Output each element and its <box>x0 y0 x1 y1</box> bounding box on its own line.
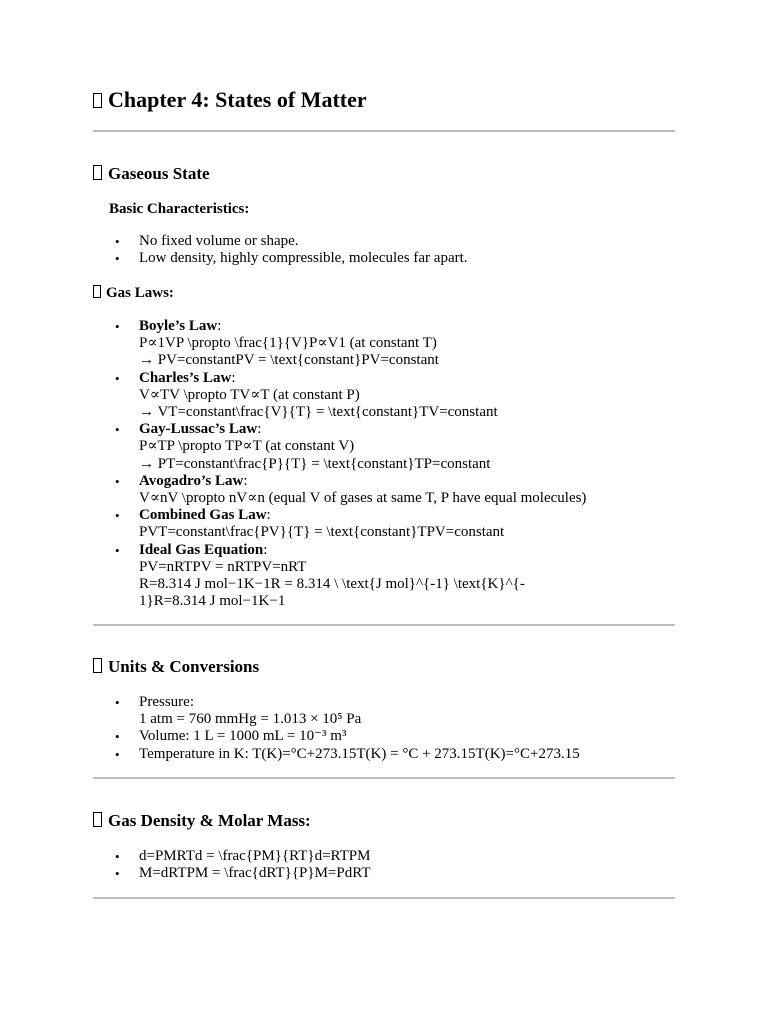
law-name: Avogadro’s Law <box>139 472 244 489</box>
law-name: Charles’s Law <box>139 369 232 386</box>
divider <box>93 897 675 899</box>
divider <box>93 624 675 626</box>
law-formula: P∝1VP \propto \frac{1}{V}P∝V1 (at constant T) <box>139 335 437 352</box>
section-heading-gaseous-state: Gaseous State <box>93 163 210 185</box>
density-list <box>93 848 675 882</box>
list-item: • d=PMRTd = \frac{PM}{RT}d=RTPM <box>93 848 675 865</box>
law-formula: R=8.314 J mol−1K−1R = 8.314 \ \text{J mol}^{-1} \text{K}^{- <box>139 576 525 593</box>
gas-law-gay-lussac: • Gay-Lussac’s Law: P∝TP \propto TP∝T (at constant V) → PT=constant\frac{P}{T} = \text{constant}TP=constant <box>93 421 675 473</box>
basic-characteristics-list <box>93 233 675 267</box>
basic-characteristics-label: Basic Characteristics: <box>109 201 250 217</box>
gas-law-combined: • Combined Gas Law: PVT=constant\frac{PV}{T} = \text{constant}TPV=constant <box>93 507 675 541</box>
divider <box>93 777 675 779</box>
list-item: • Pressure: 1 atm = 760 mmHg = 1.013 × 10⁵ Pa <box>93 694 675 728</box>
law-formula: 1}R=8.314 J mol−1K−1 <box>139 593 286 610</box>
missing-emoji-icon <box>93 93 102 108</box>
law-name: Gay-Lussac’s Law <box>139 421 258 438</box>
gas-law-avogadro: • Avogadro’s Law: V∝nV \propto nV∝n (equal V of gases at same T, P have equal molecules) <box>93 473 675 507</box>
list-item: • Low density, highly compressible, molecules far apart. <box>93 250 675 267</box>
list-item: • Temperature in K: T(K)=°C+273.15T(K) = °C + 273.15T(K)=°C+273.15 <box>93 746 675 763</box>
section-heading-density: Gas Density & Molar Mass: <box>93 810 311 832</box>
divider <box>93 130 675 132</box>
gas-law-charles: • Charles’s Law: V∝TV \propto TV∝T (at constant P) → VT=constant\frac{V}{T} = \text{constant}TV=constant <box>93 370 675 422</box>
list-item: • M=dRTPM = \frac{dRT}{P}M=PdRT <box>93 865 675 882</box>
missing-emoji-icon <box>93 658 102 673</box>
list-item: • Volume: 1 L = 1000 mL = 10⁻³ m³ <box>93 728 675 745</box>
law-formula: PV=nRTPV = nRTPV=nRT <box>139 558 307 575</box>
gas-law-ideal: • Ideal Gas Equation: PV=nRTPV = nRTPV=nRT R=8.314 J mol−1K−1R = 8.314 \ \text{J mol}^{-1} \text{K}^{- 1}R=8.314 J mol−1K−1 <box>93 542 675 611</box>
page-title: Chapter 4: States of Matter <box>93 86 367 114</box>
law-formula: → PT=constant\frac{P}{T} = \text{constant}TP=constant <box>139 455 491 472</box>
list-item: • No fixed volume or shape. <box>93 233 675 250</box>
gas-laws-label: Gas Laws: <box>93 284 174 302</box>
law-formula: → PV=constantPV = \text{constant}PV=constant <box>139 352 439 369</box>
law-formula: V∝TV \propto TV∝T (at constant P) <box>139 386 360 403</box>
law-name: Boyle’s Law <box>139 318 218 334</box>
units-list <box>93 694 675 763</box>
section-heading-units: Units & Conversions <box>93 656 259 678</box>
gas-laws-list <box>93 318 675 610</box>
law-formula: PVT=constant\frac{PV}{T} = \text{constant}TPV=constant <box>139 524 505 541</box>
law-name: Ideal Gas Equation <box>139 541 264 558</box>
missing-emoji-icon <box>93 285 101 298</box>
law-formula: → VT=constant\frac{V}{T} = \text{constant}TV=constant <box>139 404 498 421</box>
law-formula: V∝nV \propto nV∝n (equal V of gases at same T, P have equal molecules) <box>139 490 587 507</box>
law-formula: P∝TP \propto TP∝T (at constant V) <box>139 438 355 455</box>
missing-emoji-icon <box>93 812 102 827</box>
law-name: Combined Gas Law <box>139 507 267 524</box>
missing-emoji-icon <box>93 165 102 180</box>
gas-law-boyle: • Boyle’s Law: P∝1VP \propto \frac{1}{V}P∝V1 (at constant T) → PV=constantPV = \text{constant}PV=constant <box>93 318 675 370</box>
